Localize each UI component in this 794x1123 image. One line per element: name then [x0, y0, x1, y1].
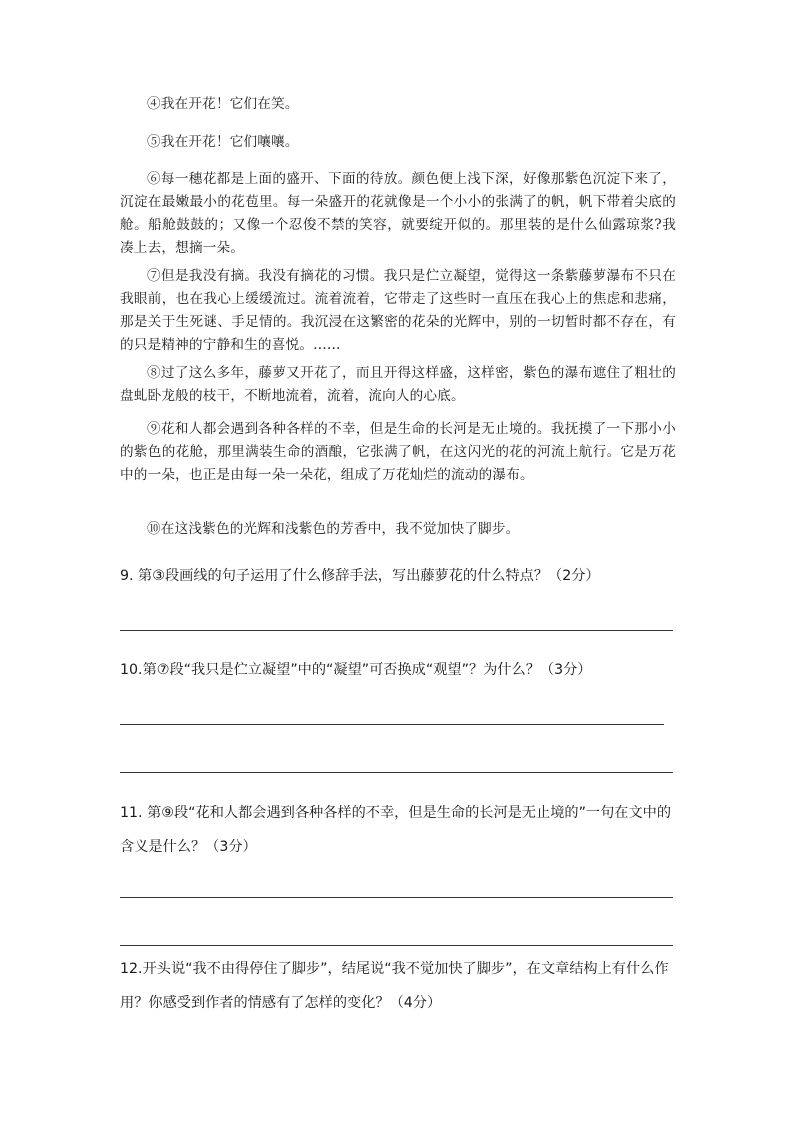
- paragraph-8: ⑧过了这么多年，藤萝又开花了，而且开得这样盛，这样密，紫色的瀑布遮住了粗壮的盘虬卧龙般的枝干，不断地流着，流着，流向人的心底。: [120, 365, 676, 404]
- answer-line[interactable]: [120, 724, 664, 725]
- paragraph-6: ⑥每一穗花都是上面的盛开、下面的待放。颜色便上浅下深，好像那紫色沉淀下来了，沉淀在最嫩最小的花苞里。每一朵盛开的花就像是一个小小的张满了的帆，帆下带着尖底的舱。船舱鼓鼓的；又像一个忍俊不禁的笑容，就要绽开似的。那里装的是什么仙露琼浆?我凑上去，想摘一朵。: [120, 171, 676, 256]
- answer-line[interactable]: [120, 897, 673, 898]
- paragraph-5: ⑤我在开花！它们嚷嚷。: [147, 134, 299, 150]
- question-10: 10.第⑦段“我只是伫立凝望”中的“凝望”可否换成“观望”？为什么？（3分）: [120, 662, 592, 678]
- answer-line[interactable]: [120, 772, 673, 773]
- question-9: 9. 第③段画线的句子运用了什么修辞手法，写出藤萝花的什么特点？（2分）: [120, 568, 600, 584]
- question-12: 12.开头说“我不由得停住了脚步”，结尾说“我不觉加快了脚步”，在文章结构上有什么作用？你感受到作者的情感有了怎样的变化？（4分）: [120, 961, 669, 1011]
- answer-line[interactable]: [120, 945, 673, 946]
- answer-line[interactable]: [120, 630, 673, 631]
- paragraph-10: ⑩在这浅紫色的光辉和浅紫色的芳香中，我不觉加快了脚步。: [147, 521, 520, 537]
- paragraph-7: ⑦但是我没有摘。我没有摘花的习惯。我只是伫立凝望，觉得这一条紫藤萝瀑布不只在我眼前，也在我心上缓缓流过。流着流着，它带走了这些时一直压在我心上的焦虑和悲痛，那是关于生死谜、手足情的。我沉浸在这繁密的花朵的光辉中，别的一切暂时都不存在，有的只是精神的宁静和生的喜悦。……: [120, 268, 676, 353]
- paragraph-4: ④我在开花！它们在笑。: [147, 96, 299, 112]
- paragraph-9: ⑨花和人都会遇到各种各样的不幸，但是生命的长河是无止境的。我抚摸了一下那小小的紫色的花舱，那里满装生命的酒酿，它张满了帆，在这闪光的花的河流上航行。它是万花中的一朵，也正是由每一朵一朵花，组成了万花灿烂的流动的瀑布。: [120, 421, 676, 483]
- question-11: 11. 第⑨段“花和人都会遇到各种各样的不幸，但是生命的长河是无止境的”一句在文中的含义是什么？（3分）: [120, 805, 672, 855]
